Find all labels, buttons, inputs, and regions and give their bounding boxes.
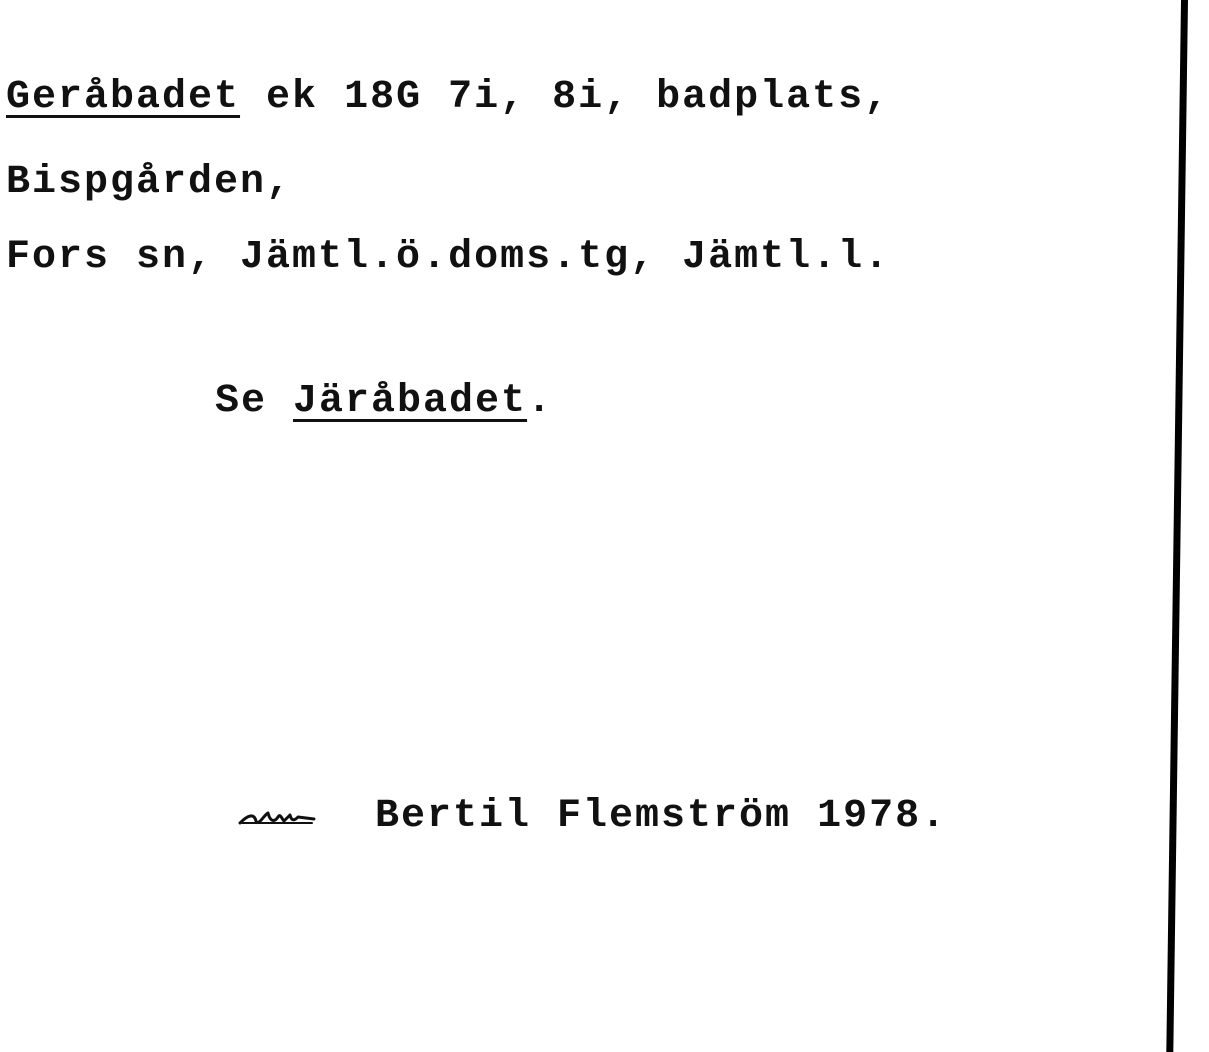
entry-line (6, 75, 891, 120)
cross-reference (215, 379, 554, 424)
card-edge-rule (1166, 0, 1188, 1052)
location-line: Bispgården, (6, 160, 293, 205)
see-prefix: Se (215, 379, 294, 424)
headword: Geråbadet (6, 75, 241, 120)
handwritten-initials-icon (238, 805, 316, 831)
cross-reference-target: Järåbadet (293, 379, 528, 424)
parish-line: Fors sn, Jämtl.ö.doms.tg, Jämtl.l. (6, 235, 891, 280)
signature-line: Bertil Flemström 1978. (375, 794, 948, 839)
entry-details: ek 18G 7i, 8i, badplats, (240, 75, 891, 120)
cross-reference-suffix: . (527, 379, 554, 424)
